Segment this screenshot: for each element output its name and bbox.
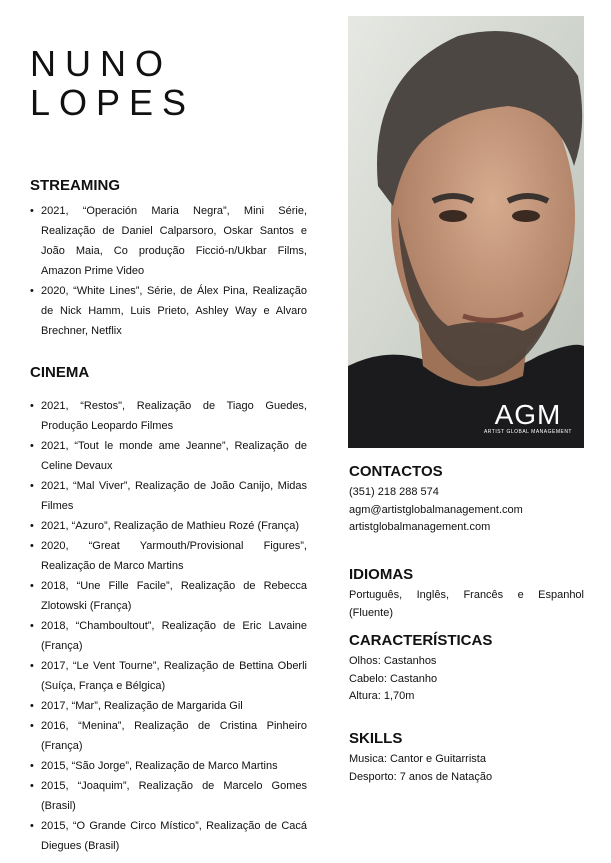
skills-title: SKILLS bbox=[349, 730, 403, 747]
headshot-photo bbox=[348, 16, 584, 448]
list-item: • 2020, “Great Yarmouth/Provisional Figures”, Realização de Marco Martins bbox=[30, 536, 307, 576]
streaming-title: STREAMING bbox=[30, 177, 120, 194]
list-item: • 2021, “Mal Viver”, Realização de João Canijo, Midas Filmes bbox=[30, 476, 307, 516]
agm-logo bbox=[484, 401, 572, 436]
list-item: • 2017, “Mar”, Realização de Margarida Gil bbox=[30, 696, 307, 716]
website: artistglobalmanagement.com bbox=[349, 521, 491, 533]
list-item: • 2015, “Joaquim”, Realização de Marcelo Gomes (Brasil) bbox=[30, 776, 307, 816]
eye-color: Olhos: Castanhos bbox=[349, 655, 437, 667]
skills-section bbox=[349, 730, 584, 786]
list-item: • 2015, “São Jorge”, Realização de Marco Martins bbox=[30, 756, 307, 776]
list-item: • 2016, “Menina”, Realização de Cristina Pinheiro (França) bbox=[30, 716, 307, 756]
list-item: • 2015, “O Grande Circo Místico”, Realização de Cacá Diegues (Brasil) bbox=[30, 816, 307, 856]
cinema-title: CINEMA bbox=[30, 364, 90, 381]
idiomas-title: IDIOMAS bbox=[349, 566, 414, 583]
cinema-list bbox=[30, 396, 307, 856]
caracteristicas-title: CARACTERÍSTICAS bbox=[349, 632, 493, 649]
contactos-title: CONTACTOS bbox=[349, 463, 443, 480]
actor-name bbox=[30, 44, 195, 122]
agm-logo-subtext: ARTIST GLOBAL MANAGEMENT bbox=[483, 429, 572, 435]
list-item: • 2021, “Azuro”, Realização de Mathieu Rozé (França) bbox=[30, 516, 307, 536]
skill-sport: Desporto: 7 anos de Natação bbox=[349, 770, 493, 783]
hair-color: Cabelo: Castanho bbox=[349, 672, 438, 685]
email-address: agm@artistglobalmanagement.com bbox=[349, 503, 523, 516]
phone-number: (351) 218 288 574 bbox=[349, 486, 439, 498]
idiomas-text: Português, Inglês, Francês e Espanhol (Fluente) bbox=[349, 589, 584, 619]
cinema-section bbox=[30, 364, 307, 856]
list-item: • 2021, “Restos", Realização de Tiago Guedes, Produção Leopardo Filmes bbox=[30, 396, 307, 436]
idiomas-section bbox=[349, 566, 584, 622]
first-name: NUNO bbox=[30, 43, 172, 84]
list-item: • 2020, “White Lines”, Série, de Álex Pina, Realização de Nick Hamm, Luis Prieto, Ashley Way e Alvaro Brechner, Netflix bbox=[30, 281, 307, 341]
height: Altura: 1,70m bbox=[349, 690, 415, 702]
list-item: • 2021, “Operación Maria Negra”, Mini Série, Realização de Daniel Calparsoro, Oskar Santos e João Maia, Co produção Ficció-n/Ukbar Films, Amazon Prime Video bbox=[30, 201, 307, 281]
caracteristicas-section bbox=[349, 632, 584, 706]
list-item: • 2017, “Le Vent Tourne”, Realização de Bettina Oberli (Suíça, França e Bélgica) bbox=[30, 656, 307, 696]
streaming-section bbox=[30, 177, 307, 341]
skill-music: Musica: Cantor e Guitarrista bbox=[349, 753, 486, 765]
streaming-list bbox=[30, 201, 307, 341]
list-item: • 2018, “Chamboultout”, Realização de Eric Lavaine (França) bbox=[30, 616, 307, 656]
agm-logo-text: AGM bbox=[494, 399, 562, 430]
contactos-section bbox=[349, 463, 584, 537]
last-name: LOPES bbox=[30, 82, 196, 123]
list-item: • 2021, “Tout le monde ame Jeanne”, Realização de Celine Devaux bbox=[30, 436, 307, 476]
list-item: • 2018, “Une Fille Facile”, Realização de Rebecca Zlotowski (França) bbox=[30, 576, 307, 616]
